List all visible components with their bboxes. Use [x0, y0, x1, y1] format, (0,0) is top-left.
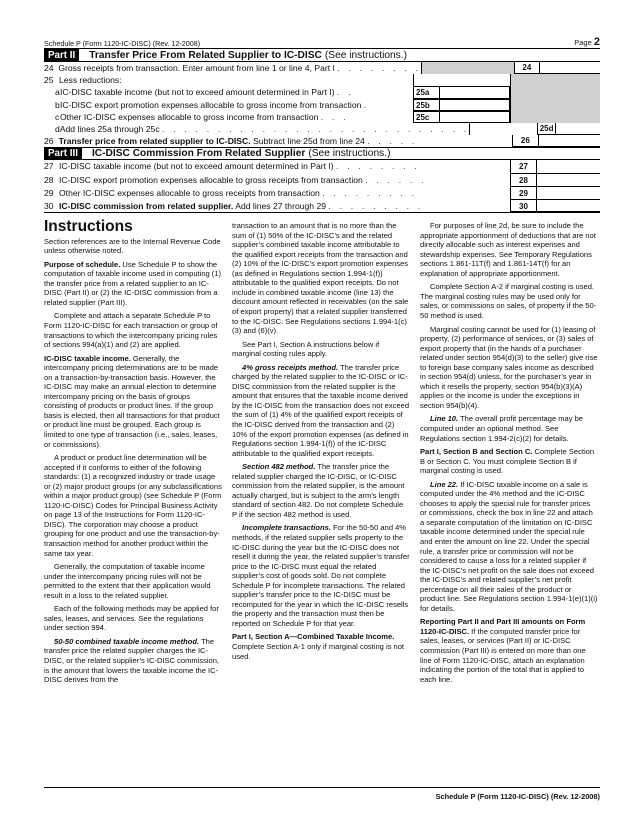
- part3-header: [44, 147, 600, 160]
- instructions-column-3: [420, 221, 598, 689]
- page-number: Page 2: [574, 36, 600, 48]
- part3-note: (See instructions.): [308, 148, 391, 160]
- line-25a-input[interactable]: [439, 86, 510, 98]
- part2-header: [44, 49, 600, 62]
- col3-paragraph: For purposes of line 2d, be sure to include the appropriate apportionment of deductions that are not directly allocable such as interest expenses and stewardship expenses. See Temporary Regulations sections 1.861-11T(f) and 1.861-14T(f) for an explanation of appropriate apportionment.: [420, 221, 596, 278]
- line-25c: c Other IC-DISC expenses allocable to gross income from transaction . . . 25c: [44, 111, 600, 123]
- col3-paragraph: Part I, Section B and Section C. Complete Section B or Section C. You must complete Section B if marginal costing is used.: [420, 447, 595, 476]
- col1-paragraph: Each of the following methods may be applied for sales, leases, and services. See the regulations under section 994.: [44, 604, 219, 633]
- line-25b-input[interactable]: [439, 99, 510, 111]
- line-29-input[interactable]: [536, 187, 600, 200]
- line-25: 25 Less reductions:: [44, 74, 600, 86]
- instructions-column-1: [44, 218, 222, 689]
- col2-paragraph: Incomplete transactions. For the 50-50 and 4% methods, if the related supplier sells property to the IC-DISC during the year but the IC-DISC does not resell it during the year, the related supplier’s transfer price to the IC-DISC must equal the related supplier’s cost of goods sold. Do not complete Schedule P for incomplete transactions. The related supplier’s transfer price to the IC-DISC must be recomputed for the year in which the IC-DISC resells the property and the transaction must then be reported on Schedule P for that year.: [232, 523, 410, 628]
- col2-paragraph: 4% gross receipts method. The transfer price charged by the related supplier to the IC-DISC or IC-DISC commission from the related supplier is the amount that ensures that the taxable income derived by the IC-DISC from the transaction does not exceed the sum of (1) 4% of the qualified export receipts of the IC-DISC derived from the transaction and (2) 10% of the export promotion expenses (as defined in Regulations section 1.994-1(f)) of the IC-DISC attributable to the qualified export receipts.: [232, 362, 410, 458]
- line-25d-input[interactable]: [555, 123, 600, 135]
- col1-paragraph: IC-DISC taxable income. Generally, the intercompany pricing determinations are to be made on a transaction-by-transaction basis. However, the IC-DISC may make an annual election to determine intercompany pricing on the basis of groups consisting of products or product lines. If the group basis is elected, then all transactions for that product or product line must be grouped. Each group is limited to one type of transaction (i.e., sales, leases, or commissions).: [44, 353, 220, 449]
- line-26-input[interactable]: [538, 135, 600, 147]
- col1-paragraph: Complete and attach a separate Schedule P to Form 1120-IC-DISC for each transaction or group of transactions to which the intercompany pricing rules of sections 994(a)(1) and (2) are applied.: [44, 311, 218, 350]
- line-29: 29 Other IC-DISC expenses allocable to gross receipts from transaction . . . . . . . . . 29: [44, 187, 600, 200]
- line-27-input[interactable]: [536, 160, 600, 173]
- part3-title: IC-DISC Commission From Related Supplier: [91, 148, 306, 160]
- line-30: 30 IC-DISC commission from related supplier. Add lines 27 through 29 . . . . . . . . . 30: [44, 200, 600, 213]
- col2-paragraph: Part I, Section A—Combined Taxable Income. Complete Section A-1 only if marginal costing is not used.: [232, 632, 404, 661]
- col3-paragraph: Reporting Part II and Part III amounts on Form 1120-IC-DISC. If the computed transfer price for sales, leases, or services (Part II) or IC-DISC commission (Part III) is entered on more than one line of Form 1120-IC-DISC, attach an explanation indicating the portion of the total that is applied to each line.: [420, 617, 586, 684]
- line-28: 28 IC-DISC export promotion expenses allocable to gross receipts from transaction . . . . . . 28: [44, 174, 600, 187]
- col2-paragraph: Section 482 method. The transfer price the related supplier charged the IC-DISC, or IC-DISC commission from the related supplier, is the amount actually charged, but is subject to the arm’s length standard of section 482. Do not complete Schedule P if the section 482 method is used.: [232, 462, 405, 519]
- part2-note: (See instructions.): [324, 49, 408, 61]
- line-27: 27 IC-DISC taxable income (but not to exceed amount determined in Part I) . . . . . . . . 27: [44, 160, 600, 173]
- col3-paragraph: Line 10. The overall profit percentage may be computed under an optional method. See Regulations section 1.994-2(c)(2) for details.: [420, 414, 583, 443]
- footer-form-title: Schedule P (Form 1120-IC-DISC) (Rev. 12-2008): [435, 792, 600, 801]
- line-24: 24 Gross receipts from transaction. Enter amount from line 1 or line 4, Part I . . . . . . . . 24: [44, 62, 600, 74]
- line-30-input[interactable]: [536, 200, 600, 212]
- part2-title: Transfer Price From Related Supplier to IC-DISC: [89, 49, 322, 61]
- part2-tag: Part II: [44, 49, 79, 62]
- col1-paragraph: A product or product line determination will be accepted if it conforms to either of the following standards: (1) a recognized industry or trade usage or (2) major product groups (or any subclassifications within a major product group) (see Schedule P (Form 1120-IC-DISC) Codes for Principal Business Activity on page 13 of the Instructions for Form 1120-IC-DISC). The corporation may choose a product grouping for one product and use the transaction-by-transaction method for another product within the same tax year.: [44, 453, 222, 558]
- col1-paragraph: Generally, the computation of taxable income under the intercompany pricing rules will not be permitted to the extent that their application would result in a loss to the related supplier.: [44, 562, 211, 600]
- instructions: [44, 218, 600, 689]
- col2-paragraph: transaction to an amount that is no more than the sum of (1) 50% of the IC-DISC’s and the related supplier’s combined taxable income attributable to the qualified export receipts from the transaction and (2) 10% of the IC-DISC’s export promotion expenses (as defined in Regulations section 1.994-1(f)) attributable to the qualified export receipts. Do not include in combined taxable income (line 13) the discount amount reflected in receivables (on the sale of export property) that a related supplier transferred to the IC-DISC. See Regulations sections 1.994-1(c)(3) and (6)(v).: [232, 221, 409, 336]
- page-header: [44, 38, 600, 48]
- instructions-heading: Instructions: [44, 218, 133, 236]
- line-25b: b IC-DISC export promotion expenses allocable to gross income from transaction . 25b: [44, 99, 600, 111]
- col1-paragraph: 50-50 combined taxable income method. The transfer price the related supplier charges the IC-DISC, or the related supplier’s IC-DISC commission, is the amount that lowers the taxable income the IC-DISC derives from the: [44, 636, 220, 685]
- line-25c-input[interactable]: [439, 111, 510, 123]
- part3-tag: Part III: [44, 147, 82, 160]
- col3-paragraph: Line 22. If IC-DISC taxable income on a sale is computed under the 4% method and the IC-DISC chooses to apply the special rule for transfer prices or commissions, check the box in line 22 and attach a separate computation of the limitation on IC-DISC taxable income determined under the special rule and enter the amount on line 22. Under the special rule, a transfer price or commission will not be considered to cause a loss for a related supplier if the IC-DISC’s net profit on the sale does not exceed the IC-DISC’s and related supplier’s net profit percentage on all their sales of the product or product line. See Regulations section 1.994-1(e)(1)(i) for details.: [420, 479, 598, 613]
- line-25a: a IC-DISC taxable income (but not to exceed amount determined in Part I) . . 25a: [44, 86, 600, 98]
- col2-paragraph: See Part I, Section A instructions below if marginal costing rules apply.: [232, 339, 380, 359]
- col3-paragraph: Marginal costing cannot be used for (1) leasing of property, (2) performance of services, or (3) sales of export property that (in the hands of a purchaser related under section 954(d)(3) to the seller) give rise to foreign base company sales income as described in section 954(d) unless, for the purchaser’s year in which it resells the property, section 954(b)(3)(A) applies or the income is under the exceptions in section 954(b)(4).: [420, 324, 598, 410]
- page-bottom: [44, 787, 600, 801]
- line-24-input[interactable]: [539, 62, 600, 74]
- instructions-column-2: [232, 221, 410, 689]
- form-page: [44, 38, 600, 689]
- form-title: Schedule P (Form 1120-IC-DISC) (Rev. 12-2008): [44, 39, 201, 48]
- col1-paragraph: Purpose of schedule. Use Schedule P to show the computation of taxable income used in computing (1) the transfer price from a related supplier to an IC-DISC (Part II) or (2) the IC-DISC commission from a related supplier (Part III).: [44, 259, 222, 307]
- line-25d: d Add lines 25a through 25c . . . . . . . . . . . . . . . . . . . . . . . . . . . . 25d: [44, 123, 600, 135]
- col3-paragraph: Complete Section A-2 if marginal costing is used. The marginal costing rules may be used only for sales, or commissions on sales, of property if the 50-50 method is used.: [420, 282, 597, 320]
- col1-paragraph: Section references are to the Internal Revenue Code unless otherwise noted.: [44, 236, 221, 256]
- line-26: 26 Transfer price from related supplier to IC-DISC. Subtract line 25d from line 24 . . . . . 26: [44, 135, 600, 147]
- line-28-input[interactable]: [536, 174, 600, 187]
